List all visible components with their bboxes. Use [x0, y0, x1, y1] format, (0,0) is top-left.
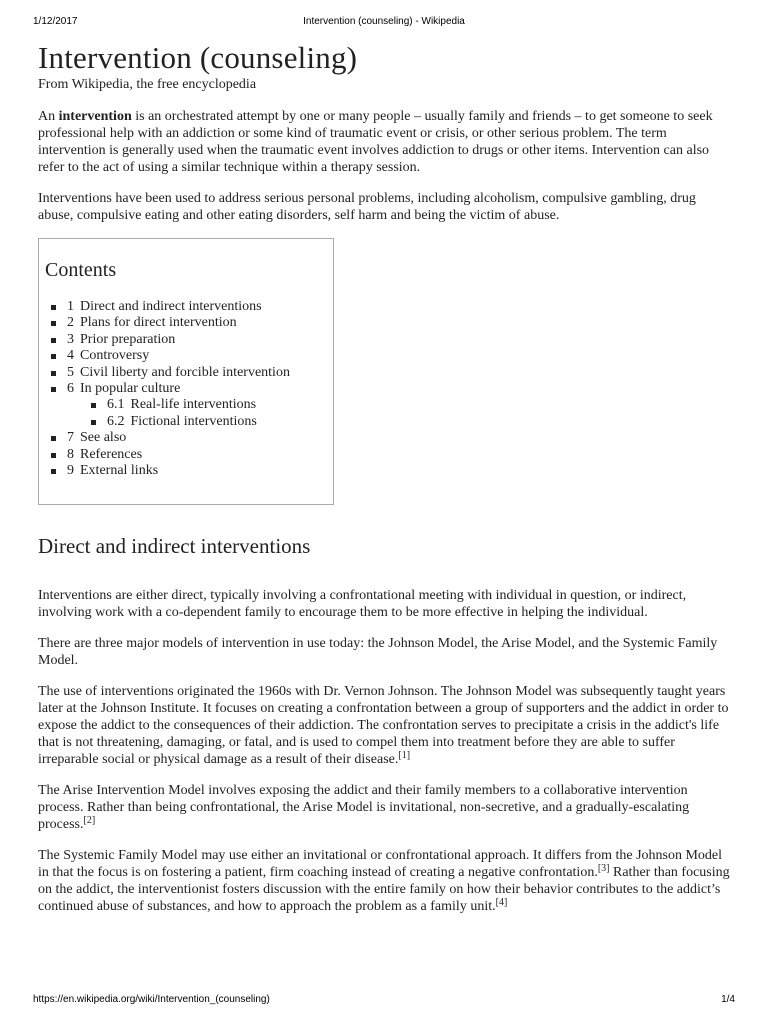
section1-paragraph-5: The Systemic Family Model may use either an invitational or confrontational approach. It differs from the Johnson Model in that the focus is on fostering a patient, firm coaching instead of creating a negative confrontation.[3] Rather than focusing on the addict, the interventionist fosters discussion with the entire family on how their behavior contributes to the addict’s continued abuse of substances, and how to approach the problem as a family unit.[4]: [38, 848, 730, 914]
print-date: 1/12/2017: [33, 16, 78, 27]
section1-paragraph-1: Interventions are either direct, typically involving a confrontational meeting with individual in question, or indirect, involving work with a co-dependent family to encourage them to be more effective in helping the individual.: [38, 588, 687, 620]
table-of-contents: [38, 238, 334, 505]
article-content: [38, 40, 730, 929]
print-header: [33, 16, 735, 30]
toc-item-6-1[interactable]: 6.1 Real-life interventions: [107, 397, 333, 413]
citation-1[interactable]: [1]: [398, 750, 411, 761]
print-page-number: 1/4: [721, 994, 735, 1005]
print-footer: [33, 994, 735, 1008]
toc-item-1[interactable]: 1 Direct and indirect interventions: [67, 299, 333, 315]
toc-item-5[interactable]: 5 Civil liberty and forcible intervention: [67, 365, 333, 381]
tagline: From Wikipedia, the free encyclopedia: [38, 77, 257, 92]
toc-item-4[interactable]: 4 Controversy: [67, 348, 333, 364]
toc-item-2[interactable]: 2 Plans for direct intervention: [67, 315, 333, 331]
toc-title: Contents: [45, 259, 117, 281]
section-heading-direct-indirect: Direct and indirect interventions: [38, 534, 311, 558]
toc-item-7[interactable]: 7 See also: [67, 430, 333, 446]
print-url: https://en.wikipedia.org/wiki/Intervention_(counseling): [33, 994, 270, 1005]
toc-item-6-2[interactable]: 6.2 Fictional interventions: [107, 414, 333, 430]
citation-3[interactable]: [3]: [597, 863, 610, 874]
term-intervention: intervention: [58, 109, 132, 124]
citation-2[interactable]: [2]: [83, 815, 96, 826]
toc-item-3[interactable]: 3 Prior preparation: [67, 332, 333, 348]
citation-4[interactable]: [4]: [495, 897, 508, 908]
page-title: Intervention (counseling): [38, 40, 358, 75]
toc-list: [45, 299, 333, 479]
toc-item-8[interactable]: 8 References: [67, 447, 333, 463]
toc-sublist: [67, 397, 333, 430]
intro-paragraph-1: An intervention is an orchestrated attempt by one or many people – usually family and friends – to get someone to seek professional help with an addiction or some kind of traumatic event or crisis, or other serious problem. The term intervention is generally used when the traumatic event involves addiction to drugs or other items. Intervention can also refer to the act of using a similar technique within a therapy session.: [38, 109, 713, 175]
toc-item-9[interactable]: 9 External links: [67, 463, 333, 479]
print-doc-title: Intervention (counseling) - Wikipedia: [303, 16, 465, 27]
intro-paragraph-2: Interventions have been used to address serious personal problems, including alcoholism, compulsive gambling, drug abuse, compulsive eating and other eating disorders, self harm and being the victim of abuse.: [38, 191, 696, 223]
section1-paragraph-2: There are three major models of intervention in use today: the Johnson Model, the Arise Model, and the Systemic Family Model.: [38, 636, 718, 668]
section1-paragraph-4: The Arise Intervention Model involves exposing the addict and their family members to a collaborative intervention process. Rather than being confrontational, the Arise Model is invitational, non-secretive, and a gradually-escalating process.[2]: [38, 783, 690, 832]
section1-paragraph-3: The use of interventions originated the 1960s with Dr. Vernon Johnson. The Johnson Model was subsequently taught years later at the Johnson Institute. It focuses on creating a confrontation between a group of supporters and the addict in order to expose the addict to the consequences of their addiction. The confrontation serves to precipitate a crisis in the addict's life that is not threatening, damaging, or fatal, and is used to compel them into treatment before they are able to suffer irreparable social or physical damage as a result of their disease.[1]: [38, 684, 729, 767]
toc-item-6[interactable]: 6 In popular culture 6.1 Real-life interventions 6.2 Fictional interventions: [67, 381, 333, 430]
